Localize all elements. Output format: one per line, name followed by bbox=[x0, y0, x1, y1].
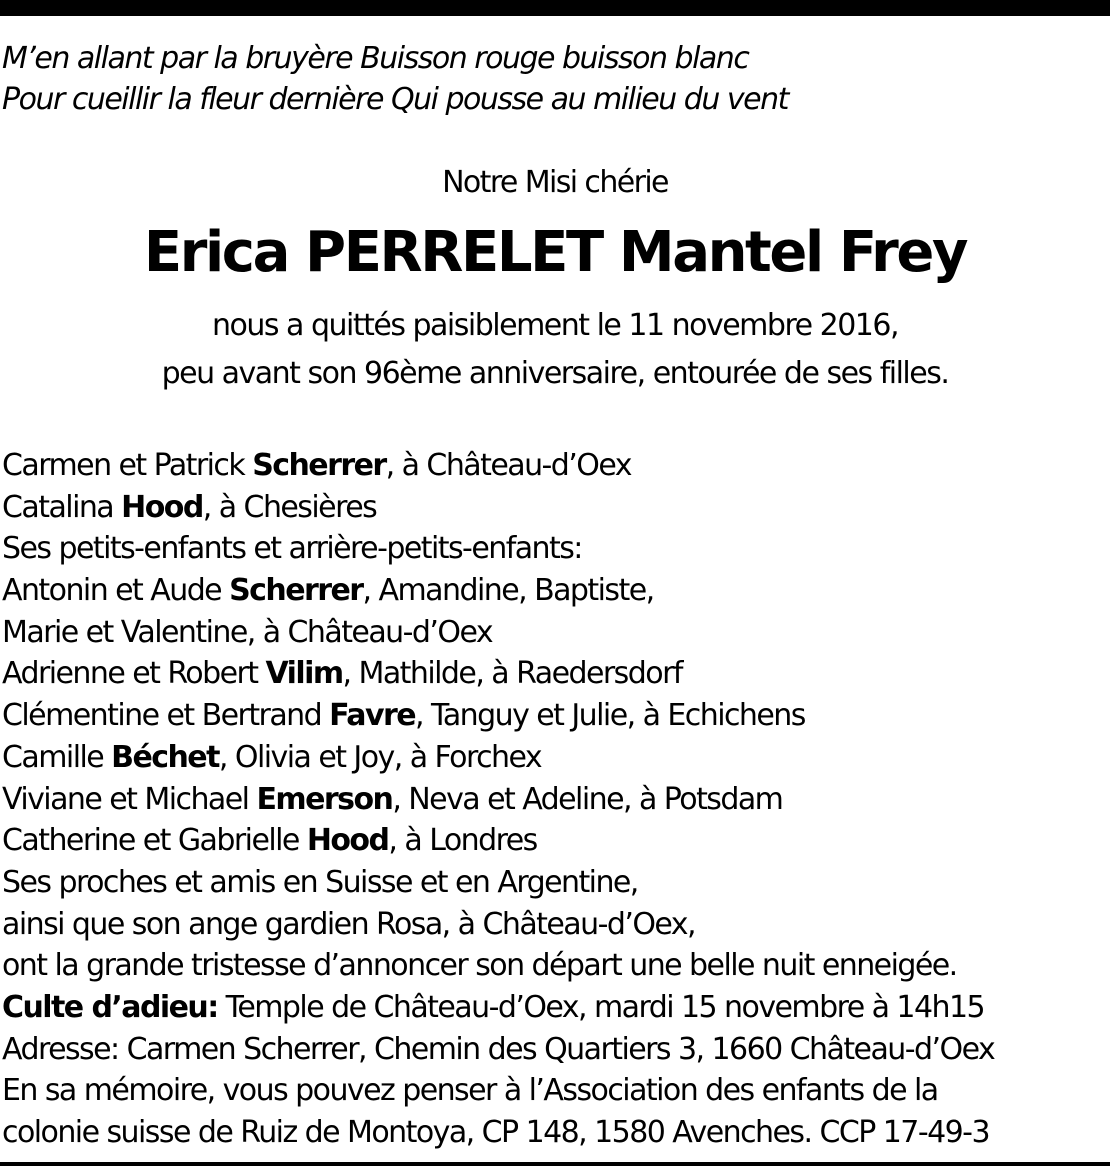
surname: Hood bbox=[121, 489, 203, 525]
address-line bbox=[2, 1029, 1108, 1071]
donation-line bbox=[2, 1112, 1108, 1154]
line-text: , Neva et Adeline, à Potsdam bbox=[392, 781, 783, 817]
family-line bbox=[2, 653, 1108, 695]
family-line bbox=[2, 528, 1108, 570]
line-text: Clémentine et Bertrand bbox=[2, 698, 330, 734]
family-line bbox=[2, 945, 1108, 987]
surname: Béchet bbox=[111, 739, 219, 775]
family-line bbox=[2, 695, 1108, 737]
top-rule bbox=[0, 0, 1110, 16]
line-text: Adresse: Carmen Scherrer, Chemin des Quartiers 3, 1660 Château-d’Oex bbox=[2, 1031, 995, 1067]
line-text: , à Londres bbox=[388, 823, 537, 859]
line-text: , Tanguy et Julie, à Echichens bbox=[415, 698, 805, 734]
family-line bbox=[2, 570, 1108, 612]
poem-line: Pour cueillir la fleur dernière Qui pousse au milieu du vent bbox=[2, 82, 788, 117]
family-line bbox=[2, 904, 1108, 946]
surname: Scherrer bbox=[229, 573, 363, 609]
line-text: Camille bbox=[2, 739, 112, 775]
service-line bbox=[2, 987, 1108, 1029]
line-text: Adrienne et Robert bbox=[2, 656, 266, 692]
family-list bbox=[2, 445, 1108, 1154]
family-line bbox=[2, 779, 1108, 821]
surname: Scherrer bbox=[252, 448, 386, 483]
poem-epigraph bbox=[2, 38, 1102, 120]
family-line bbox=[2, 862, 1108, 904]
line-text: En sa mémoire, vous pouvez penser à l’Association des enfants de la bbox=[2, 1073, 938, 1109]
family-line bbox=[2, 487, 1108, 529]
line-text: colonie suisse de Ruiz de Montoya, CP 148, 1580 Avenches. CCP 17-49-3 bbox=[2, 1115, 989, 1150]
death-line: nous a quittés paisiblement le 11 novembre 2016, bbox=[212, 308, 898, 343]
line-text: Carmen et Patrick bbox=[2, 448, 253, 483]
surname: Emerson bbox=[256, 781, 393, 817]
intro-text: Notre Misi chérie bbox=[442, 165, 668, 200]
line-text: , Olivia et Joy, à Forchex bbox=[218, 739, 542, 775]
line-text: , à Château-d’Oex bbox=[385, 448, 631, 483]
line-text: Marie et Valentine, à Château-d’Oex bbox=[2, 614, 493, 650]
line-text: Temple de Château-d’Oex, mardi 15 novembre à 14h15 bbox=[217, 989, 985, 1025]
line-text: Catalina bbox=[2, 489, 122, 525]
family-line bbox=[2, 612, 1108, 654]
surname: Hood bbox=[306, 823, 389, 859]
surname: Favre bbox=[329, 698, 416, 734]
service-label: Culte d’adieu: bbox=[2, 989, 218, 1025]
line-text: , Amandine, Baptiste, bbox=[362, 573, 654, 609]
line-text: Viviane et Michael bbox=[2, 781, 257, 817]
bottom-rule bbox=[0, 1162, 1110, 1166]
line-text: , à Chesières bbox=[202, 489, 377, 525]
surname: Vilim bbox=[265, 656, 343, 692]
line-text: ainsi que son ange gardien Rosa, à Château-d’Oex, bbox=[2, 906, 695, 942]
line-text: , Mathilde, à Raedersdorf bbox=[342, 656, 682, 692]
death-line: peu avant son 96ème anniversaire, entourée de ses filles. bbox=[161, 356, 949, 391]
line-text: Ses petits-enfants et arrière-petits-enfants: bbox=[2, 531, 582, 567]
family-line bbox=[2, 820, 1108, 862]
poem-line: M’en allant par la bruyère Buisson rouge buisson blanc bbox=[2, 41, 749, 76]
line-text: Antonin et Aude bbox=[2, 573, 230, 609]
line-text: Ses proches et amis en Suisse et en Argentine, bbox=[2, 864, 638, 900]
family-line bbox=[2, 445, 1108, 487]
line-text: Catherine et Gabrielle bbox=[2, 823, 307, 859]
family-line bbox=[2, 737, 1108, 779]
line-text: ont la grande tristesse d’annoncer son départ une belle nuit enneigée. bbox=[2, 948, 957, 984]
death-announcement bbox=[0, 302, 1110, 398]
deceased-name: Erica PERRELET Mantel Frey bbox=[143, 220, 967, 285]
donation-line bbox=[2, 1070, 1108, 1112]
